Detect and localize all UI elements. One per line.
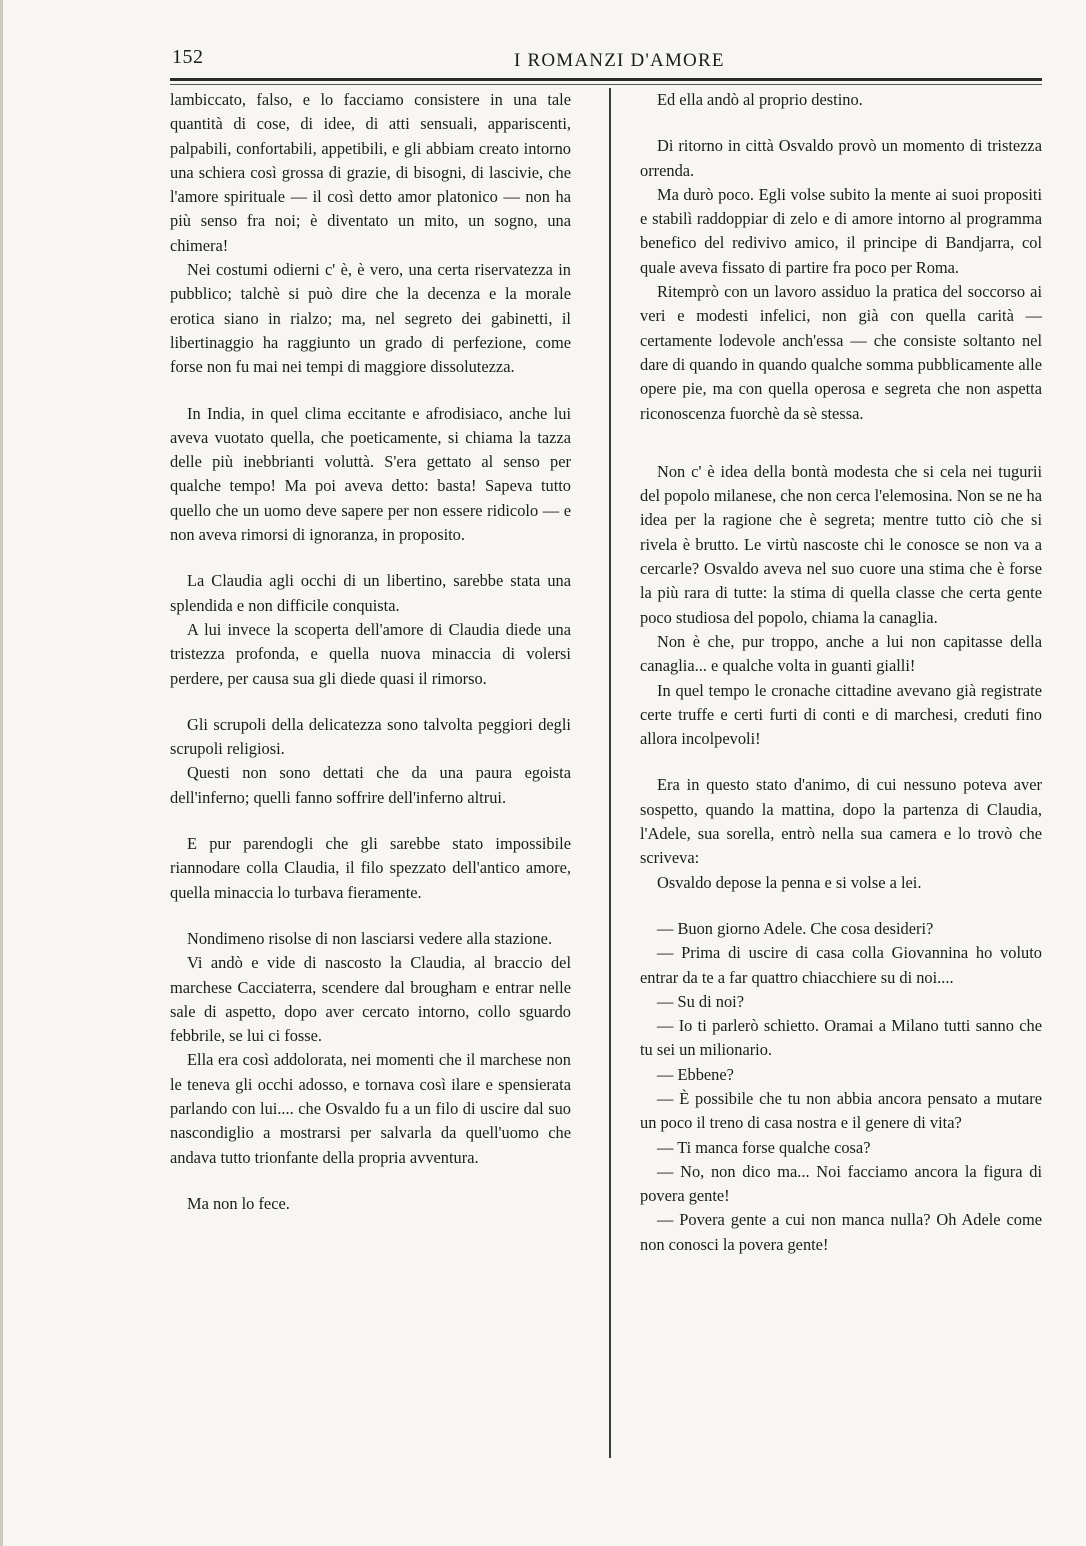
paragraph: Vi andò e vide di nascosto la Claudia, al braccio del marchese Cacciaterra, scendere dal brougham e entrar nelle sale di aspetto, dopo aver cercato intorno, collo sguardo febbrile, se lui ci fosse. <box>170 953 571 1046</box>
dialogue-line: — È possibile che tu non abbia ancora pensato a mutare un poco il treno di casa nostra e il genere di vita? <box>640 1088 1042 1133</box>
dialogue-line: — Ti manca forse qualche cosa? <box>657 1137 871 1157</box>
paragraph: Ritemprò con un lavoro assiduo la pratica del soccorso ai veri e modesti infelici, non già con quella carità — certamente lodevole anch'essa — che consiste soltanto nel dare di quando in quando qualche somma pubblicamente alle opere pie, ma con quella operosa e segreta che non aspetta riconoscenza fuorchè da sè stessa. <box>640 282 1042 423</box>
header-rule-thick <box>170 78 1042 81</box>
paragraph: Nei costumi odierni c' è, è vero, una certa riservatezza in pubblico; talchè si può dire che la decenza e la morale erotica siano in rialzo; ma, nel segreto dei gabinetti, il libertinaggio ha raggiunto un grado di perfezione, come forse non fu mai nei tempi di maggiore dissolutezza. <box>170 260 571 377</box>
paragraph: E pur parendogli che gli sarebbe stato impossibile riannodare colla Claudia, il filo spezzato dell'antico amore, quella minaccia lo turbava fieramente. <box>170 834 571 902</box>
dialogue-line: — Prima di uscire di casa colla Giovannina ho voluto entrar da te a far quattro chiacchiere su di noi.... <box>640 943 1042 987</box>
right-column <box>640 88 1042 1257</box>
paragraph: In India, in quel clima eccitante e afrodisiaco, anche lui aveva vuotato quella, che poeticamente, si chiama la tazza delle più inebbrianti voluttà. S'era gettato al senso per qualche tempo! Ma poi aveva detto: basta! Sapeva tutto quello che un uomo deve sapere per non essere ridicolo — e non aveva rimorsi di ignoranza, in proposito. <box>170 403 571 545</box>
header-rule-thin <box>170 84 1042 85</box>
dialogue-line: — Povera gente a cui non manca nulla? Oh Adele come non conosci la povera gente! <box>640 1210 1042 1254</box>
paragraph: Di ritorno in città Osvaldo provò un momento di tristezza orrenda. <box>640 136 1042 180</box>
paragraph: In quel tempo le cronache cittadine avevano già registrate certe truffe e certi furti di conti e di marchesi, creduti fino allora incolpevoli! <box>640 680 1042 749</box>
paragraph: Ella era così addolorata, nei momenti che il marchese non le teneva gli occhi adosso, e tornava così ilare e spensierata parlando con lui.... che Osvaldo fu a un filo di uscire dal suo nascondiglio a mostrarsi per salvarla da quell'uomo che andava tutto trionfante della propria avventura. <box>170 1050 571 1167</box>
page-number: 152 <box>172 46 204 68</box>
paragraph: Osvaldo depose la penna e si volse a lei. <box>657 872 922 892</box>
dialogue-line: — Ebbene? <box>657 1064 734 1084</box>
column-divider <box>609 88 611 1458</box>
paragraph: Nondimeno risolse di non lasciarsi vedere alla stazione. <box>187 928 553 948</box>
page-edge-shadow <box>0 0 3 1546</box>
paragraph: Ma durò poco. Egli volse subito la mente ai suoi propositi e stabilì raddoppiar di zelo e di amore intorno al programma benefico del redivivo amico, il principe di Bandjarra, col quale aveva fissato di partire fra poco per Roma. <box>640 184 1042 277</box>
running-title: I ROMANZI D'AMORE <box>514 50 725 71</box>
paragraph: Non è che, pur troppo, anche a lui non capitasse della canaglia... e qualche volta in guanti gialli! <box>640 631 1042 676</box>
paragraph: Questi non sono dettati che da una paura egoista dell'inferno; quelli fanno soffrire dell'inferno altrui. <box>170 763 571 807</box>
paragraph: La Claudia agli occhi di un libertino, sarebbe stata una splendida e non difficile conquista. <box>170 571 571 615</box>
dialogue-line: — No, non dico ma... Noi facciamo ancora la figura di povera gente! <box>640 1161 1042 1206</box>
paragraph: Gli scrupoli della delicatezza sono talvolta peggiori degli scrupoli religiosi. <box>170 714 571 759</box>
paragraph: Ed ella andò al proprio destino. <box>657 90 863 109</box>
paragraph: Non c' è idea della bontà modesta che si cela nei tugurii del popolo milanese, che non cerca l'elemosina. Non se ne ha idea per la ragione che è segreta; mentre tutto ciò che si rivela è brutto. Le virtù nascoste chi le conosce se non va a cercarle? Osvaldo aveva nel suo cuore una stima che è forse la più rara di tutte: la stima di quella classe che certa gente poco studiosa del popolo, chiama la canaglia. <box>640 461 1042 627</box>
dialogue-line: — Buon giorno Adele. Che cosa desideri? <box>657 918 934 938</box>
paragraph: lambiccato, falso, e lo facciamo consistere in una tale quantità di cose, di idee, di atti sensuali, appariscenti, palpabili, confortabili, appetibili, e gli abbiam creato intorno una schiera così grossa di grazie, di bisogni, di lascivie, che l'amore spirituale — il così detto amor platonico — non ha più senso fra noi; è diventato un mito, un sogno, una chimera! <box>170 90 571 255</box>
paragraph: A lui invece la scoperta dell'amore di Claudia diede una tristezza profonda, e quella nuova minaccia di volersi perdere, per causa sua gli diede quasi il rimorso. <box>170 619 571 688</box>
paragraph: Ma non lo fece. <box>187 1193 290 1213</box>
left-column <box>170 88 571 1216</box>
dialogue-line: — Su di noi? <box>657 991 744 1011</box>
page-header <box>170 46 1042 82</box>
dialogue-line: — Io ti parlerò schietto. Oramai a Milano tutti sanno che tu sei un milionario. <box>640 1016 1042 1060</box>
paragraph: Era in questo stato d'animo, di cui nessuno poteva aver sospetto, quando la mattina, dopo la partenza di Claudia, l'Adele, sua sorella, entrò nella sua camera e lo trovò che scriveva: <box>640 775 1042 868</box>
